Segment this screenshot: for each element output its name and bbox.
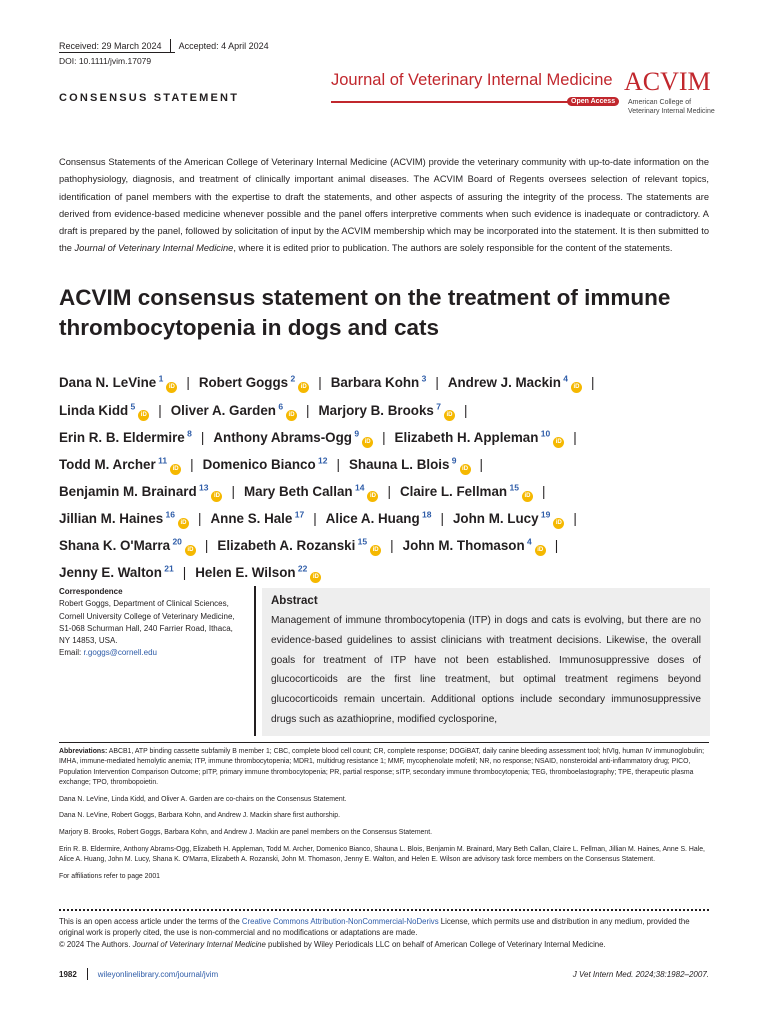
received-date: Received: 29 March 2024 [59,41,162,51]
note-panel-members: Marjory B. Brooks, Robert Goggs, Barbara Kohn, and Andrew J. Mackin are panel members on the Consensus Statement. [59,829,433,837]
author-separator: | [200,429,205,445]
author-affiliation[interactable]: 11 [155,455,168,466]
author-affiliation[interactable]: 12 [315,455,328,466]
author-separator: | [573,429,577,445]
orcid-icon[interactable]: iD [310,572,321,583]
author [395,430,565,445]
author-list [59,368,719,585]
copyright-part-2: published by Wiley Periodicals LLC on behalf of American College of Veterinary Internal Medicine. [265,939,606,949]
note-task-force: Erin R. B. Eldermire, Anthony Abrams-Ogg, Elizabeth H. Appleman, Todd M. Archer, Domenico Bianco, Shauna L. Blois, Benjamin M. Brainard, Mary Beth Callan, Claire L. Fellman, Jillian M. Haines, Anne S. Hale, Alice A. Huang, John M. Lucy, Shana K. O'Marra, Elizabeth A. Rozanski, John M. Thomason, Jenny E. Walton, and Helen E. Wilson are advisory task force members on the Consensus Statement. [59,846,705,864]
orcid-icon[interactable]: iD [444,410,455,421]
orcid-icon[interactable]: iD [571,382,582,393]
author-separator: | [440,510,444,526]
author-name: Benjamin M. Brainard [59,483,197,499]
orcid-icon[interactable]: iD [298,382,309,393]
author-name: Marjory B. Brooks [318,402,434,418]
correspondence-address: Robert Goggs, Department of Clinical Sciences, Cornell University College of Veterinary Medicine, S1-068 Schurman Hall, 240 Farrier Road, Ithaca, NY 14853, USA. [59,599,235,646]
copyright-journal: Journal of Veterinary Internal Medicine [132,939,266,949]
author-separator: | [387,483,391,499]
author-name: Linda Kidd [59,402,129,418]
author-name: Shauna L. Blois [348,456,450,472]
orcid-icon[interactable]: iD [460,464,471,475]
orcid-icon[interactable]: iD [286,410,297,421]
orcid-icon[interactable]: iD [185,545,196,556]
author-affiliation[interactable]: 9 [351,428,360,439]
author [211,511,305,526]
author-name: Claire L. Fellman [399,483,508,499]
abbreviations-text: ABCB1, ATP binding cassette subfamily B member 1; CBC, complete blood cell count; CR, complete response; DOGiBAT, daily canine bleeding assessment tool; hIVIg, human IV immunoglobulin; IMHA, immune-mediated hemolytic anemia; ITP, immune thrombocytopenia; MDR1, multidrug resistance 1; MMF, mycophenolate mofetil; NR, no response; NSAID, nonsteroidal anti-inflammatory drug; PICO, Population Intervention Comparison Outcome; pITP, primary immune thrombocytopenia; PR, partial response; sITP, secondary immune thrombocytopenia; TEG, thromboelastography; TPE, therapeutic plasma exchange; TPO, thrombopoietin. [59,748,704,786]
author-separator: | [463,402,468,418]
orcid-icon[interactable]: iD [362,437,373,448]
author [59,565,174,580]
author-separator: | [158,402,162,418]
email-label: Email: [59,648,82,658]
author-affiliation[interactable]: 6 [275,401,284,412]
author [59,511,189,526]
author [59,403,149,418]
copyright-part-1: © 2024 The Authors. [59,939,133,949]
section-label: CONSENSUS STATEMENT [59,92,240,104]
author-affiliation[interactable]: 9 [449,455,457,466]
note-co-chairs: Dana N. LeVine, Linda Kidd, and Oliver A. Garden are co-chairs on the Consensus Statement. [59,795,347,803]
date-divider [170,39,171,53]
author-name: Dana N. LeVine [59,375,157,391]
author-separator: | [591,375,595,391]
doi[interactable]: DOI: 10.1111/jvim.17079 [59,56,152,66]
correspondence-email-line [59,647,244,659]
author [400,484,533,499]
author-name: John M. Lucy [452,510,539,526]
author-separator: | [198,510,202,526]
consensus-intro [59,154,709,258]
author-name: Erin R. B. Eldermire [59,429,185,445]
orcid-icon[interactable]: iD [370,545,381,556]
abstract-heading: Abstract [271,595,318,607]
abbreviations [59,747,709,788]
author [195,565,321,580]
abstract-box [262,588,710,736]
intro-journal-name: Journal of Veterinary Internal Medicine [74,243,234,254]
author-name: Andrew J. Mackin [447,375,561,391]
orcid-icon[interactable]: iD [553,437,564,448]
author-affiliation[interactable]: 2 [288,374,296,384]
author-name: Elizabeth A. Rozanski [217,537,356,553]
author-affiliation[interactable]: 14 [352,482,365,493]
acvim-logo-subtitle [628,98,715,116]
note-affiliations: For affiliations refer to page 2001 [59,873,160,881]
author-affiliation[interactable]: 15 [355,536,368,547]
orcid-icon[interactable]: iD [138,410,149,421]
author [213,430,373,445]
author [59,375,177,390]
orcid-icon[interactable]: iD [367,491,378,502]
footer-divider [87,968,88,980]
author-name: Mary Beth Callan [243,483,353,499]
author-separator: | [573,510,577,526]
intro-text-end: , where it is edited prior to publication. The authors are solely responsible for the content of the statements. [233,243,673,254]
author-separator: | [186,375,190,391]
correspondence-heading: Correspondence [59,587,123,596]
author-affiliation[interactable]: 20 [170,536,182,547]
author-separator: | [382,429,386,445]
author-name: Barbara Kohn [330,375,420,391]
acvim-logo-text: ACVIM [624,67,711,96]
author-affiliation[interactable]: 10 [538,428,551,439]
author [319,403,455,418]
orcid-icon[interactable]: iD [211,491,222,502]
author-name: Oliver A. Garden [170,402,276,418]
top-rule [59,52,175,53]
author [349,457,471,472]
author-name: Jenny E. Walton [59,564,162,580]
acvim-sub-line-1: American College of [628,99,692,106]
orcid-icon[interactable]: iD [166,382,177,393]
journal-title[interactable]: Journal of Veterinary Internal Medicine [331,71,613,89]
author-name: Domenico Bianco [202,456,316,472]
author-affiliation[interactable]: 7 [433,401,441,412]
author-separator: | [318,375,322,391]
author-name: Shana K. O'Marra [59,537,171,553]
article-title: ACVIM consensus statement on the treatment of immune thrombocytopenia in dogs and cats [59,285,671,340]
author-name: Robert Goggs [198,375,289,391]
author-separator: | [336,456,340,472]
orcid-icon[interactable]: iD [535,545,546,556]
author-affiliation[interactable]: 15 [507,482,519,493]
author-affiliation[interactable]: 19 [538,509,551,520]
citation: J Vet Intern Med. 2024;38:1982–2007. [572,969,709,979]
author-name: Elizabeth H. Appleman [394,429,539,445]
author-name: Anthony Abrams-Ogg [213,429,352,445]
author [217,538,381,553]
author-separator: | [541,483,546,499]
article-dates [59,39,269,53]
orcid-icon[interactable]: iD [170,464,181,475]
author-affiliation[interactable]: 4 [560,374,569,384]
author-separator: | [435,375,439,391]
author-separator: | [554,537,559,553]
author-name: Alice A. Huang [325,510,420,526]
author [203,457,328,472]
author [59,430,192,445]
author-affiliation[interactable]: 3 [419,374,427,384]
author-affiliation[interactable]: 17 [292,509,305,520]
author [453,511,564,526]
page-footer [59,968,709,980]
author [59,538,196,553]
author [403,538,546,553]
license-text [59,916,709,950]
author-affiliation[interactable]: 16 [163,509,176,520]
license-part-2: License, which permits use and distribution in any medium, provided the original work is properly cited, the use is non-commercial and no modifications or adaptations are made. [59,917,690,938]
journal-url-link[interactable]: wileyonlinelibrary.com/journal/jvim [97,969,219,979]
author-affiliation[interactable]: 18 [419,509,432,520]
correspondence [59,586,244,660]
author-separator: | [190,456,194,472]
page-number: 1982 [59,969,77,979]
author-separator: | [313,510,317,526]
abstract-divider [254,586,256,736]
author-separator: | [479,456,484,472]
author-name: Jillian M. Haines [59,510,164,526]
author-separator: | [182,564,187,580]
email-link[interactable]: r.goggs@cornell.edu [83,648,157,658]
abbreviations-label: Abbreviations: [59,748,108,755]
license-part-1: This is an open access article under the terms of the [59,917,242,926]
orcid-icon[interactable]: iD [178,518,189,529]
author-separator: | [306,402,310,418]
author [326,511,432,526]
author [244,484,378,499]
cc-license-link[interactable]: Creative Commons Attribution-NonCommercial-NoDerivs [241,917,439,926]
note-first-authorship: Dana N. LeVine, Robert Goggs, Barbara Kohn, and Andrew J. Mackin share first authorship. [59,812,341,820]
abstract-text: Management of immune thrombocytopenia (ITP) in dogs and cats is evolving, but there are no evidence-based guidelines to assist clinicians with treatment decisions. Likewise, the overall goals for treatment of ITP have not been established. Immunosuppressive doses of glucocorticoids are the first line treatment, but optimal treatment regimens beyond glucocorticoids remain uncertain. Additional options include secondary immunosuppressive drugs such as azathioprine, modified cyclosporine, [271,615,701,725]
author [448,375,582,390]
open-access-badge: Open Access [567,97,619,106]
author-affiliation[interactable]: 1 [156,374,164,384]
author-name: Todd M. Archer [59,456,156,472]
acvim-sub-line-2: Veterinary Internal Medicine [628,108,715,115]
author-name: Helen E. Wilson [195,564,296,580]
accepted-date: Accepted: 4 April 2024 [178,41,269,51]
author [331,375,427,390]
author-affiliation[interactable]: 5 [128,401,136,412]
orcid-icon[interactable]: iD [553,518,564,529]
author-separator: | [204,537,209,553]
author-affiliation[interactable]: 22 [295,563,308,574]
orcid-icon[interactable]: iD [522,491,533,502]
notes-rule [59,742,709,743]
author-separator: | [390,537,394,553]
license-dotted-rule [59,909,709,911]
author [59,457,181,472]
author-name: Anne S. Hale [210,510,293,526]
author-affiliation[interactable]: 8 [184,428,192,439]
intro-text: Consensus Statements of the American College of Veterinary Internal Medicine (ACVIM) provide the veterinary community with up-to-date information on the pathophysiology, diagnosis, and treatment of clinically important animal diseases. The ACVIM Board of Regents oversees selection of relevant topics, identification of panel members with the expertise to draft the statements, and other aspects of assuring the integrity of the process. The statements are derived from evidence-based medicine whenever possible and the panel offers interpretive comments when such evidence is inadequate or contradictory. A draft is prepared by the panel, followed by solicitation of input by the ACVIM membership which may be incorporated into the statement. It is then submitted to the [59,157,709,254]
author-affiliation[interactable]: 21 [161,563,174,574]
author-name: John M. Thomason [402,537,525,553]
author-affiliation[interactable]: 13 [196,482,209,493]
footnotes [59,747,709,889]
author [59,484,222,499]
author [171,403,297,418]
author [199,375,309,390]
author-separator: | [231,483,235,499]
author-affiliation[interactable]: 4 [524,536,532,547]
